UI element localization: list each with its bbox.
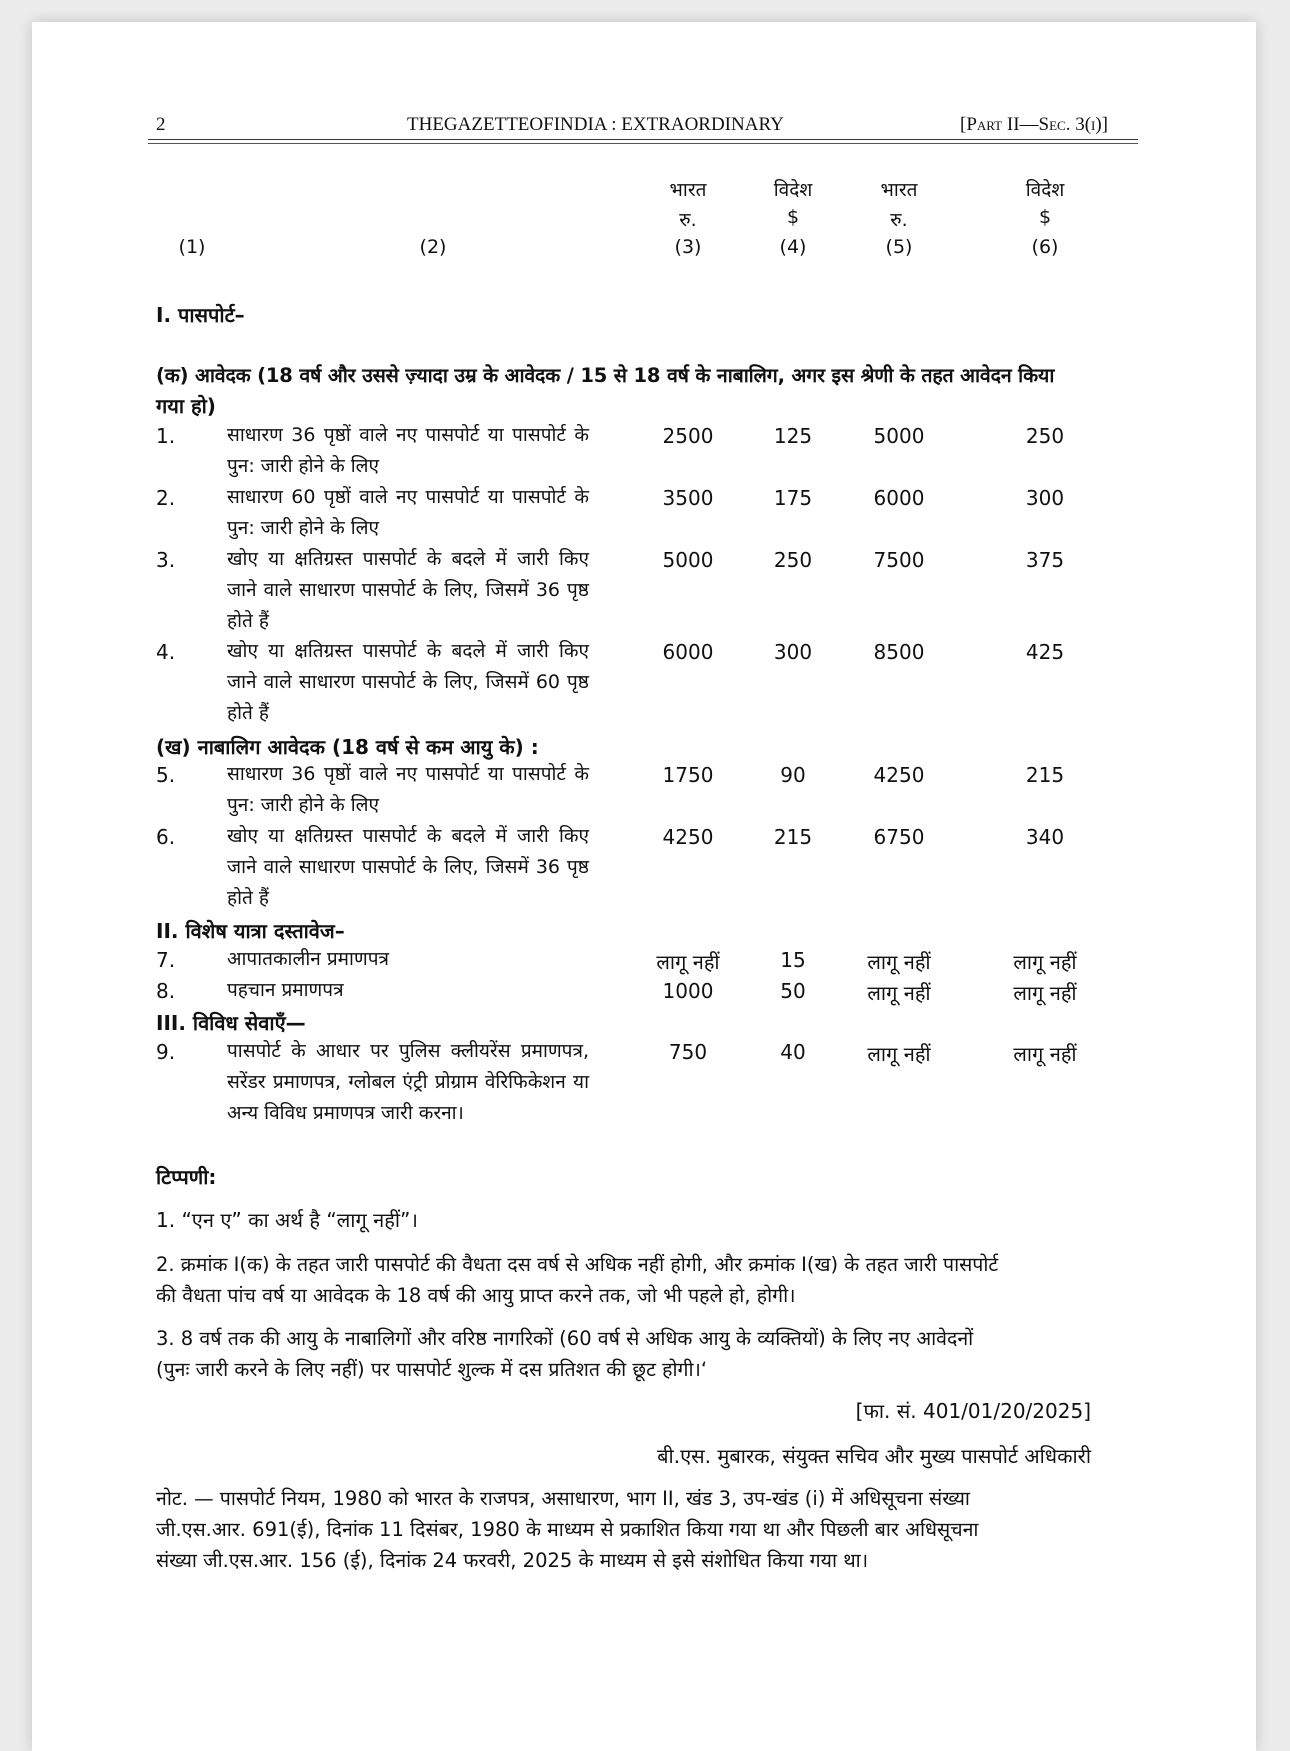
row-8-col5: लागू नहीं [867, 981, 931, 1005]
gazette-title: THEGAZETTEOFINDIA : EXTRAORDINARY [407, 114, 784, 135]
row-4-col6: 425 [1025, 640, 1065, 664]
row-5-col5: 4250 [873, 763, 925, 787]
row-5-description: साधारण 36 पृष्ठों वाले नए पासपोर्ट या पासपोर्ट के पुन: जारी होने के लिए [227, 763, 589, 816]
header-rule-thin [148, 143, 1138, 144]
row-4-description: खोए या क्षतिग्रस्त पासपोर्ट के बदले में जारी किए जाने वाले साधारण पासपोर्ट के लिए, जिसमें 60 पृष्ठ होते हैं [227, 640, 589, 724]
row-9-col4: 40 [780, 1040, 806, 1064]
col1-number: (1) [178, 236, 206, 258]
category-ka-cont: गया हो) [156, 394, 216, 418]
row-7-col3: लागू नहीं [656, 950, 720, 974]
notes-heading: टिप्पणी: [156, 1165, 217, 1189]
row-9-col5: लागू नहीं [867, 1042, 931, 1066]
row-2-col3: 3500 [662, 486, 714, 510]
col3-number: (3) [674, 236, 702, 258]
row-1-number: 1. [156, 424, 176, 448]
row-5-number: 5. [156, 763, 176, 787]
row-8-description: पहचान प्रमाणपत्र [227, 979, 344, 1001]
col6-heading: विदेश [1025, 179, 1065, 201]
row-4-col4: 300 [773, 640, 813, 664]
col3-unit: रु. [679, 209, 697, 231]
row-1-col4: 125 [773, 424, 813, 448]
row-2-col4: 175 [773, 486, 813, 510]
row-3-col4: 250 [773, 548, 813, 572]
row-7-col5: लागू नहीं [867, 950, 931, 974]
row-6-col6: 340 [1025, 825, 1065, 849]
row-8-col4: 50 [780, 979, 806, 1003]
col6-number: (6) [1031, 236, 1059, 258]
row-3-col3: 5000 [662, 548, 714, 572]
row-6-number: 6. [156, 825, 176, 849]
row-2-col6: 300 [1025, 486, 1065, 510]
part-section: [Part II—Sec. 3(i)] [960, 114, 1109, 135]
note-2-line-2: की वैधता पांच वर्ष या आवेदक के 18 वर्ष की आयु प्राप्त करने तक, जो भी पहले हो, होगी। [156, 1284, 796, 1307]
col4-unit: $ [786, 206, 800, 228]
row-4-col3: 6000 [662, 640, 714, 664]
col5-unit: रु. [890, 209, 908, 231]
row-9-description: पासपोर्ट के आधार पर पुलिस क्लीयरेंस प्रमाणपत्र, सरेंडर प्रमाणपत्र, ग्लोबल एंट्री प्रोग्राम वेरिफिकेशन या अन्य विविध प्रमाणपत्र जारी करना। [227, 1040, 589, 1124]
row-9-col3: 750 [668, 1040, 708, 1064]
category-ka: (क) आवेदक (18 वर्ष और उससे ज़्यादा उम्र के आवेदक / 15 से 18 वर्ष के नाबालिग, अगर इस श्रेणी के तहत आवेदन किया [156, 364, 1055, 387]
row-4-col5: 8500 [873, 640, 925, 664]
section-misc-services: III. विविध सेवाएँ— [156, 1011, 306, 1035]
row-2-number: 2. [156, 486, 176, 510]
note-1: 1. “एन ए” का अर्थ है “लागू नहीं”। [156, 1208, 418, 1232]
row-3-col5: 7500 [873, 548, 925, 572]
row-3-description: खोए या क्षतिग्रस्त पासपोर्ट के बदले में जारी किए जाने वाले साधारण पासपोर्ट के लिए, जिसमें 36 पृष्ठ होते हैं [227, 548, 589, 632]
row-5-col3: 1750 [662, 763, 714, 787]
row-6-col4: 215 [773, 825, 813, 849]
file-number: [फा. सं. 401/01/20/2025] [855, 1399, 1091, 1423]
col2-number: (2) [419, 236, 447, 258]
col5-heading: भारत [880, 179, 918, 201]
row-2-col5: 6000 [873, 486, 925, 510]
footnote-line-3: संख्या जी.एस.आर. 156 (ई), दिनांक 24 फरवरी, 2025 के माध्यम से इसे संशोधित किया गया था। [156, 1549, 869, 1572]
row-5-col6: 215 [1025, 763, 1065, 787]
row-8-number: 8. [156, 979, 176, 1003]
category-kha: (ख) नाबालिग आवेदक (18 वर्ष से कम आयु के) : [156, 735, 539, 759]
signatory: बी.एस. मुबारक, संयुक्त सचिव और मुख्य पासपोर्ट अधिकारी [657, 1444, 1091, 1468]
col5-number: (5) [885, 236, 913, 258]
note-2-line-1: 2. क्रमांक I(क) के तहत जारी पासपोर्ट की वैधता दस वर्ष से अधिक नहीं होगी, और क्रमांक I(ख) के तहत जारी पासपोर्ट [156, 1253, 999, 1276]
row-6-description: खोए या क्षतिग्रस्त पासपोर्ट के बदले में जारी किए जाने वाले साधारण पासपोर्ट के लिए, जिसमें 36 पृष्ठ होते हैं [227, 825, 589, 909]
row-8-col3: 1000 [662, 979, 714, 1003]
col3-heading: भारत [669, 179, 707, 201]
row-6-col5: 6750 [873, 825, 925, 849]
row-1-col5: 5000 [873, 424, 925, 448]
row-7-col6: लागू नहीं [1013, 950, 1077, 974]
col6-unit: $ [1038, 206, 1052, 228]
row-7-col4: 15 [780, 948, 806, 972]
row-8-col6: लागू नहीं [1013, 981, 1077, 1005]
page-number: 2 [156, 114, 166, 135]
section-passport: I. पासपोर्ट– [156, 303, 245, 327]
row-2-description: साधारण 60 पृष्ठों वाले नए पासपोर्ट या पासपोर्ट के पुन: जारी होने के लिए [227, 486, 589, 539]
footnote-line-1: नोट. — पासपोर्ट नियम, 1980 को भारत के राजपत्र, असाधारण, भाग II, खंड 3, उप-खंड (i) में अधिसूचना संख्या [156, 1487, 970, 1510]
col4-number: (4) [779, 236, 807, 258]
row-1-col6: 250 [1025, 424, 1065, 448]
row-5-col4: 90 [780, 763, 806, 787]
row-4-number: 4. [156, 640, 176, 664]
row-7-description: आपातकालीन प्रमाणपत्र [227, 948, 389, 970]
row-7-number: 7. [156, 948, 176, 972]
header-rule [148, 139, 1138, 140]
footnote-line-2: जी.एस.आर. 691(ई), दिनांक 11 दिसंबर, 1980 के माध्यम से प्रकाशित किया गया था और पिछली बार अधिसूचना [156, 1518, 979, 1541]
row-9-number: 9. [156, 1040, 176, 1064]
col4-heading: विदेश [773, 179, 813, 201]
note-3-line-1: 3. 8 वर्ष तक की आयु के नाबालिगों और वरिष्ठ नागरिकों (60 वर्ष से अधिक आयु के व्यक्तियों) के लिए नए आवेदनों [156, 1327, 974, 1350]
section-special-documents: II. विशेष यात्रा दस्तावेज– [156, 919, 345, 943]
row-3-number: 3. [156, 548, 176, 572]
row-9-col6: लागू नहीं [1013, 1042, 1077, 1066]
row-6-col3: 4250 [662, 825, 714, 849]
row-1-col3: 2500 [662, 424, 714, 448]
row-3-col6: 375 [1025, 548, 1065, 572]
row-1-description: साधारण 36 पृष्ठों वाले नए पासपोर्ट या पासपोर्ट के पुन: जारी होने के लिए [227, 424, 589, 477]
note-3-line-2: (पुनः जारी करने के लिए नहीं) पर पासपोर्ट शुल्क में दस प्रतिशत की छूट होगी।‘ [156, 1358, 708, 1381]
